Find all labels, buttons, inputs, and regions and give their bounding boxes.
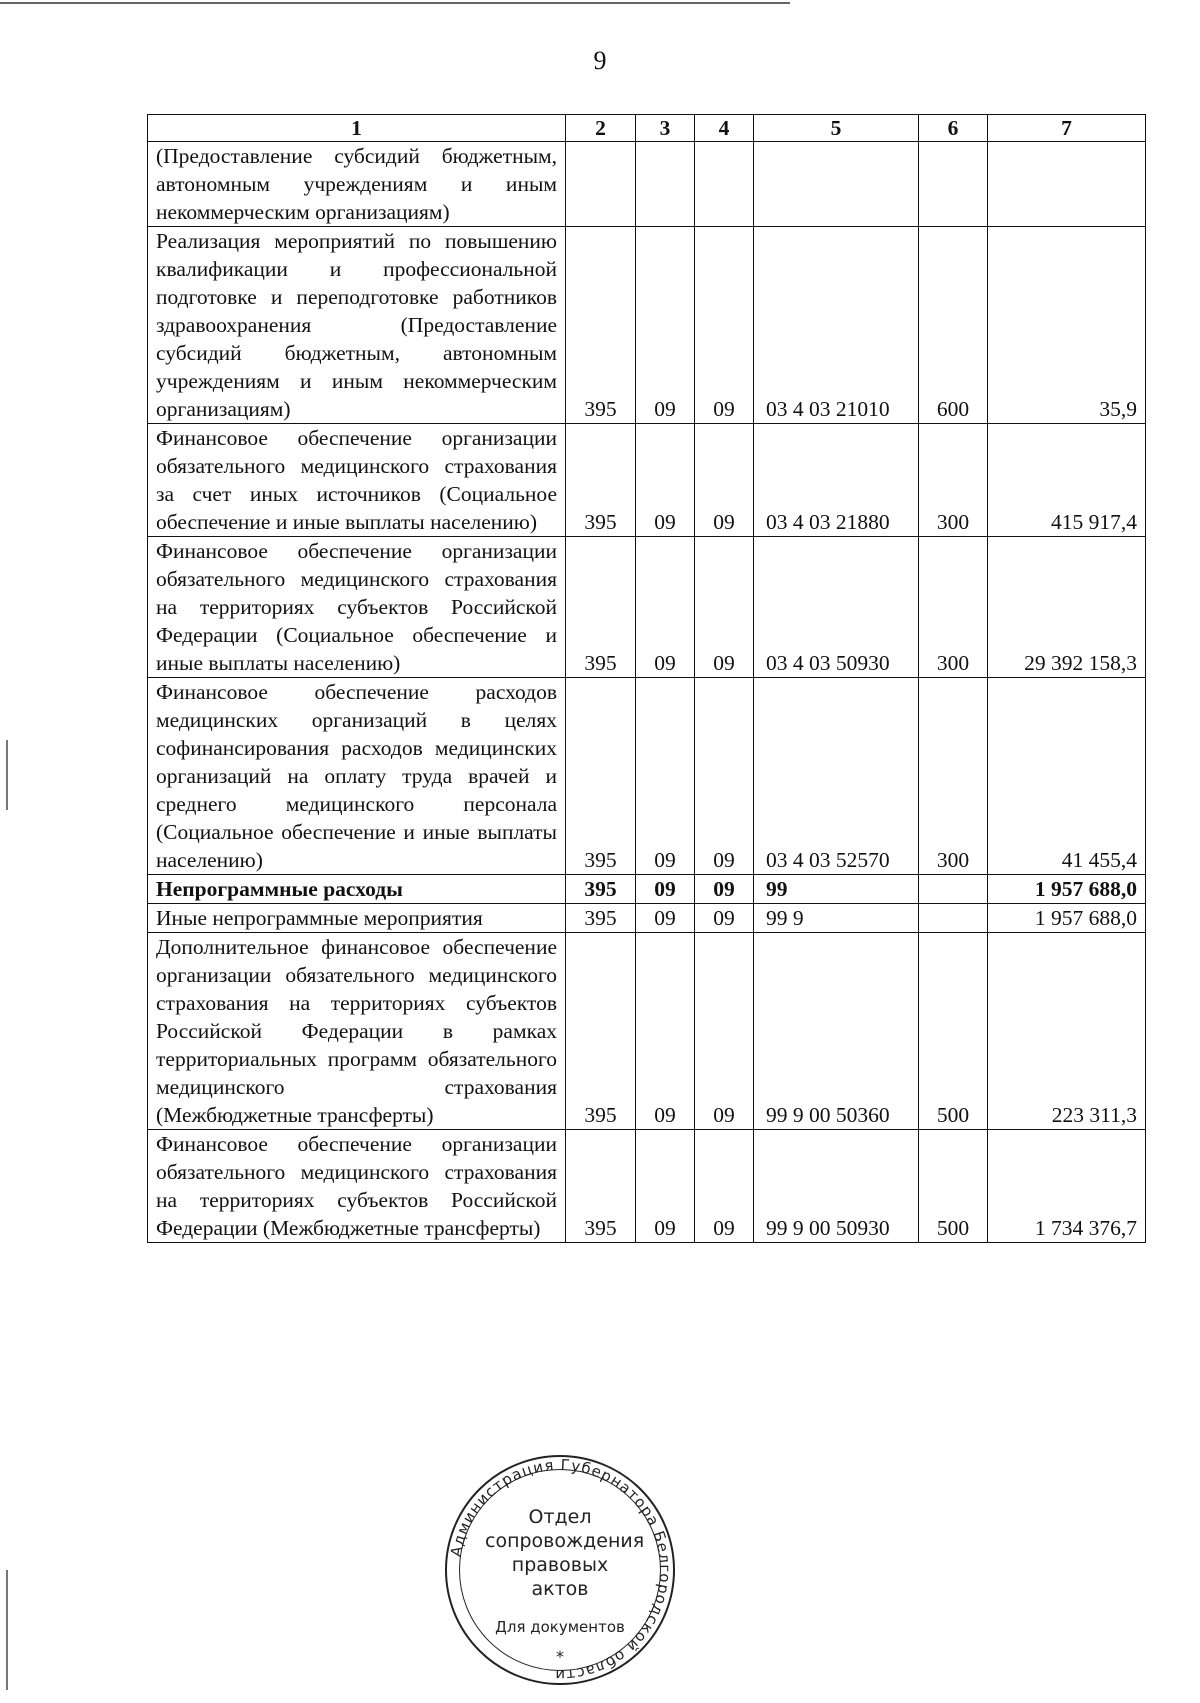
subsection-code: 09 xyxy=(695,424,754,537)
amount: 223 311,3 xyxy=(988,933,1146,1130)
admin-code: 395 xyxy=(566,904,636,933)
stamp-bottom-text: Для документов xyxy=(495,1618,625,1636)
margin-mark xyxy=(6,1570,8,1690)
subsection-code xyxy=(695,142,754,227)
expense-type xyxy=(919,142,988,227)
subsection-code: 09 xyxy=(695,875,754,904)
admin-code: 395 xyxy=(566,424,636,537)
row-name: Непрограммные расходы xyxy=(148,875,566,904)
row-name: Реализация мероприятий по повышению квалификации и профессиональной подготовке и переподготовке работников здравоохранения (Предоставление субсидий бюджетным, автономным учреждениям и иным некоммерческим организациям) xyxy=(148,227,566,424)
admin-code: 395 xyxy=(566,678,636,875)
budget-table xyxy=(147,114,1146,1243)
subsection-code: 09 xyxy=(695,904,754,933)
row-name: Финансовое обеспечение организации обязательного медицинского страхования за счет иных источников (Социальное обеспечение и иные выплаты населению) xyxy=(148,424,566,537)
expense-type: 600 xyxy=(919,227,988,424)
subsection-code: 09 xyxy=(695,537,754,678)
target-article xyxy=(754,142,919,227)
section-code: 09 xyxy=(636,678,695,875)
page-number: 9 xyxy=(593,46,607,75)
row-name: Дополнительное финансовое обеспечение организации обязательного медицинского страхования на территориях субъектов Российской Федерации в рамках территориальных программ обязательного медицинского страхования (Межбюджетные трансферты) xyxy=(148,933,566,1130)
row-name: Финансовое обеспечение расходов медицинских организаций в целях софинансирования расходов медицинских организаций на оплату труда врачей и среднего медицинского персонала (Социальное обеспечение и иные выплаты населению) xyxy=(148,678,566,875)
target-article: 99 xyxy=(754,875,919,904)
expense-type: 300 xyxy=(919,678,988,875)
table-row xyxy=(148,142,1146,227)
amount: 1 957 688,0 xyxy=(988,875,1146,904)
margin-mark xyxy=(6,740,8,810)
admin-code: 395 xyxy=(566,1130,636,1243)
header-cell: 2 xyxy=(566,115,636,142)
stamp-line-3: правовых xyxy=(511,1554,609,1576)
subsection-code: 09 xyxy=(695,1130,754,1243)
table-row xyxy=(148,424,1146,537)
section-code: 09 xyxy=(636,933,695,1130)
row-name: (Предоставление субсидий бюджетным, автономным учреждениям и иным некоммерческим организациям) xyxy=(148,142,566,227)
subsection-code: 09 xyxy=(695,678,754,875)
table-row xyxy=(148,904,1146,933)
target-article: 99 9 00 50930 xyxy=(754,1130,919,1243)
header-cell: 1 xyxy=(148,115,566,142)
header-cell: 5 xyxy=(754,115,919,142)
target-article: 03 4 03 21880 xyxy=(754,424,919,537)
section-code: 09 xyxy=(636,875,695,904)
header-cell: 3 xyxy=(636,115,695,142)
amount: 41 455,4 xyxy=(988,678,1146,875)
target-article: 03 4 03 21010 xyxy=(754,227,919,424)
subsection-code: 09 xyxy=(695,227,754,424)
amount: 1 734 376,7 xyxy=(988,1130,1146,1243)
row-name: Иные непрограммные мероприятия xyxy=(148,904,566,933)
table-row xyxy=(148,875,1146,904)
stamp-line-2: сопровождения xyxy=(485,1530,645,1552)
row-name: Финансовое обеспечение организации обязательного медицинского страхования на территориях субъектов Российской Федерации (Социальное обеспечение и иные выплаты населению) xyxy=(148,537,566,678)
expense-type: 300 xyxy=(919,424,988,537)
header-cell: 4 xyxy=(695,115,754,142)
amount: 1 957 688,0 xyxy=(988,904,1146,933)
admin-code: 395 xyxy=(566,875,636,904)
expense-type xyxy=(919,904,988,933)
subsection-code: 09 xyxy=(695,933,754,1130)
section-code: 09 xyxy=(636,424,695,537)
stamp-line-4: актов xyxy=(531,1578,589,1600)
admin-code: 395 xyxy=(566,537,636,678)
section-code: 09 xyxy=(636,537,695,678)
section-code: 09 xyxy=(636,904,695,933)
amount xyxy=(988,142,1146,227)
table-row xyxy=(148,537,1146,678)
target-article: 99 9 xyxy=(754,904,919,933)
expense-type xyxy=(919,875,988,904)
admin-code: 395 xyxy=(566,227,636,424)
table-row xyxy=(148,678,1146,875)
admin-code xyxy=(566,142,636,227)
section-code xyxy=(636,142,695,227)
expense-type: 500 xyxy=(919,1130,988,1243)
amount: 35,9 xyxy=(988,227,1146,424)
amount: 29 392 158,3 xyxy=(988,537,1146,678)
table-row xyxy=(148,1130,1146,1243)
section-code: 09 xyxy=(636,227,695,424)
header-cell: 6 xyxy=(919,115,988,142)
table-row xyxy=(148,933,1146,1130)
row-name: Финансовое обеспечение организации обязательного медицинского страхования на территориях субъектов Российской Федерации (Межбюджетные трансферты) xyxy=(148,1130,566,1243)
stamp-line-1: Отдел xyxy=(528,1506,592,1528)
expense-type: 300 xyxy=(919,537,988,678)
target-article: 99 9 00 50360 xyxy=(754,933,919,1130)
table-row xyxy=(148,227,1146,424)
section-code: 09 xyxy=(636,1130,695,1243)
official-stamp xyxy=(445,1455,675,1685)
admin-code: 395 xyxy=(566,933,636,1130)
stamp-star: * xyxy=(556,1647,564,1666)
target-article: 03 4 03 50930 xyxy=(754,537,919,678)
amount: 415 917,4 xyxy=(988,424,1146,537)
header-row xyxy=(148,115,1146,142)
stamp-ring-text: Администрация Губернатора Белгородской области xyxy=(446,1455,675,1685)
top-scan-line xyxy=(0,2,790,4)
expense-type: 500 xyxy=(919,933,988,1130)
target-article: 03 4 03 52570 xyxy=(754,678,919,875)
header-cell: 7 xyxy=(988,115,1146,142)
